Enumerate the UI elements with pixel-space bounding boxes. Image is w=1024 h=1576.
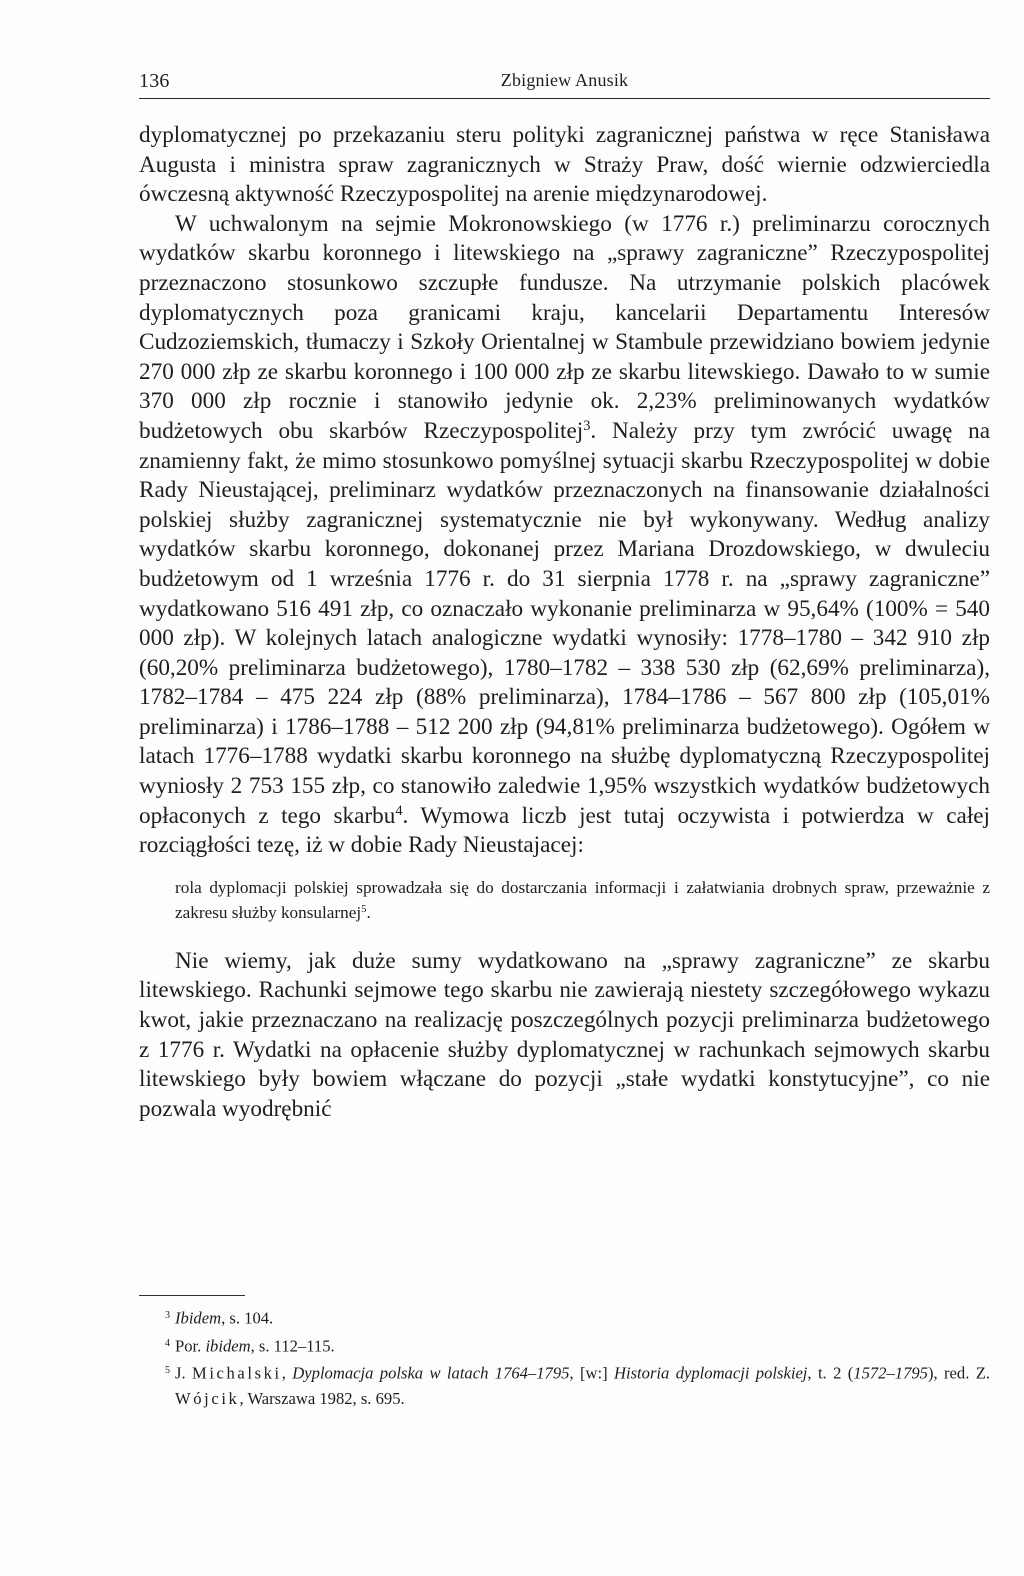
footnote-ref-3[interactable]: 3 <box>583 418 591 435</box>
paragraph-3: Nie wiemy, jak duże sumy wydatkowano na „sprawy zagraniczne” ze skarbu litewskiego. Rachunki sejmowe tego skarbu nie zawierają niestety szczegółowego wykazu kwot, jakie przeznaczano na realizację poszczególnych pozycji preliminarza budżetowego z 1776 r. Wydatki na opłacenie służby dyplomatycznej w rachunkach sejmowych skarbu litewskiego były bowiem włączane do pozycji „stałe wydatki konstytucyjne”, co nie pozwala wyodrębnić <box>139 947 990 1122</box>
footnote-text: , Warszawa 1982, s. 695. <box>239 1388 405 1408</box>
footnote-ref-4[interactable]: 4 <box>395 802 403 819</box>
paragraph-2 <box>139 210 990 861</box>
footnote-3: 3 Ibidem, s. 104. <box>165 1308 274 1328</box>
paragraph-2-text-a: W uchwalonym na sejmie Mokronowskiego (w 1776 r.) preliminarzu corocznych wydatków skarbu koronnego i litewskiego na „sprawy zagraniczne” Rzeczypospolitej przeznaczono stosunkowo szczupłe fundusze. Na utrzymanie polskich placówek dyplomatycznych poza granicami kraju, kancelarii Departamentu Interesów Cudzoziemskich, tłumaczy i Szkoły Orientalnej w Stambule przewidziano bowiem jedynie 270 000 złp ze skarbu koronnego i 100 000 złp ze skarbu litewskiego. Dawało to w sumie 370 000 złp rocznie i stanowiło jedynie ok. 2,23% preliminowanych wydatków budżetowych obu skarbów Rzeczypospolitej <box>139 210 990 444</box>
footnote-text: Por. <box>175 1336 206 1355</box>
footnotes <box>139 1303 990 1411</box>
running-head <box>139 70 990 100</box>
footnote-title: Dyplomacja polska w latach 1764–1795 <box>292 1363 570 1383</box>
footnote-author: Michalski <box>191 1363 282 1383</box>
footnote-series: Historia dyplomacji polskiej <box>614 1363 808 1383</box>
block-quote: rola dyplomacji polskiej sprowadzała się do dostarczania informacji i załatwiania drobnych spraw, przeważnie z zakresu służby konsularnej$^5$. <box>175 877 990 922</box>
header-rule <box>139 98 990 99</box>
paragraph-2-text-b: . Należy przy tym zwrócić uwagę na znamienny fakt, że mimo stosunkowo pomyślnej sytuacji skarbu Rzeczypospolitej w dobie Rady Nieustającej, preliminarz wydatków przeznaczonych na finansowanie działalności polskiej służby zagranicznej systematycznie nie był wykonywany. Według analizy wydatków skarbu koronnego, dokonanej przez Mariana Drozdowskiego, w dwuleciu budżetowym od 1 września 1776 r. do 31 sierpnia 1778 r. na „sprawy zagraniczne” wydatkowano 516 491 złp, co oznaczało wykonanie preliminarza w 95,64% (100% = 540 000 złp). W kolejnych latach analogiczne wydatki wynosiły: 1778–1780 – 342 910 złp (60,20% preliminarza budżetowego), 1780–1782 – 338 530 złp (62,69% preliminarza), 1782–1784 – 475 224 złp (88% preliminarza), 1784–1786 – 567 800 złp (105,01% preliminarza) i 1786–1788 – 512 200 złp (94,81% preliminarza budżetowego). Ogółem w latach 1776–1788 wydatki skarbu koronnego na służbę dyplomatyczną Rzeczypospolitej wyniosły 2 753 155 złp, co stanowiło zaledwie 1,95% wszystkich wydatków budżetowych opłaconych z tego skarbu <box>139 417 990 829</box>
footnote-text: J. <box>175 1363 192 1383</box>
main-text <box>139 121 990 1124</box>
footnote-text: , s. 112–115. <box>250 1336 335 1355</box>
block-quote-text: rola dyplomacji polskiej sprowadzała się do dostarczania informacji i załatwiania drobnych spraw, przeważnie z zakresu służby konsularnej <box>175 877 990 922</box>
footnote-text: , s. 104. <box>221 1308 274 1328</box>
footnote-years: 1572–1795 <box>853 1363 928 1383</box>
footnote-5: 5 J. Michalski, Dyplomacja polska w latach 1764–1795, [w:] Historia dyplomacji polskiej, t. 2 (1572–1795), red. Z. Wójcik, Warszawa 1982, s. 695. <box>165 1363 990 1408</box>
footnote-text: , [w:] <box>569 1363 614 1383</box>
paragraph-1: dyplomatycznej po przekazaniu steru polityki zagranicznej państwa w ręce Stanisława Augusta i ministra spraw zagranicznych w Straży Praw, dość wiernie odzwierciedla ówczesną aktywność Rzeczypospolitej na arenie międzynarodowej. <box>139 122 990 208</box>
footnote-text: , t. 2 ( <box>807 1363 854 1383</box>
footnote-italic: ibidem <box>205 1336 251 1355</box>
footnote-text: ), red. Z. <box>927 1363 990 1383</box>
footnote-text: , <box>281 1363 293 1383</box>
footnote-ref-5[interactable]: 5 <box>361 903 367 915</box>
page-number: 136 <box>139 70 170 92</box>
footnote-4: 4 Por. ibidem, s. 112–115. <box>165 1336 335 1355</box>
footnote-rule <box>139 1295 245 1296</box>
paragraph-2-text-c: . Wymowa liczb jest tutaj oczywista i potwierdza w całej rozciągłości tezę, iż w dobie Rady Nieustajacej: <box>139 802 990 859</box>
footnote-editor: Wójcik <box>175 1388 240 1408</box>
footnote-italic: Ibidem <box>175 1308 222 1328</box>
running-head-author: Zbigniew Anusik <box>500 70 629 90</box>
